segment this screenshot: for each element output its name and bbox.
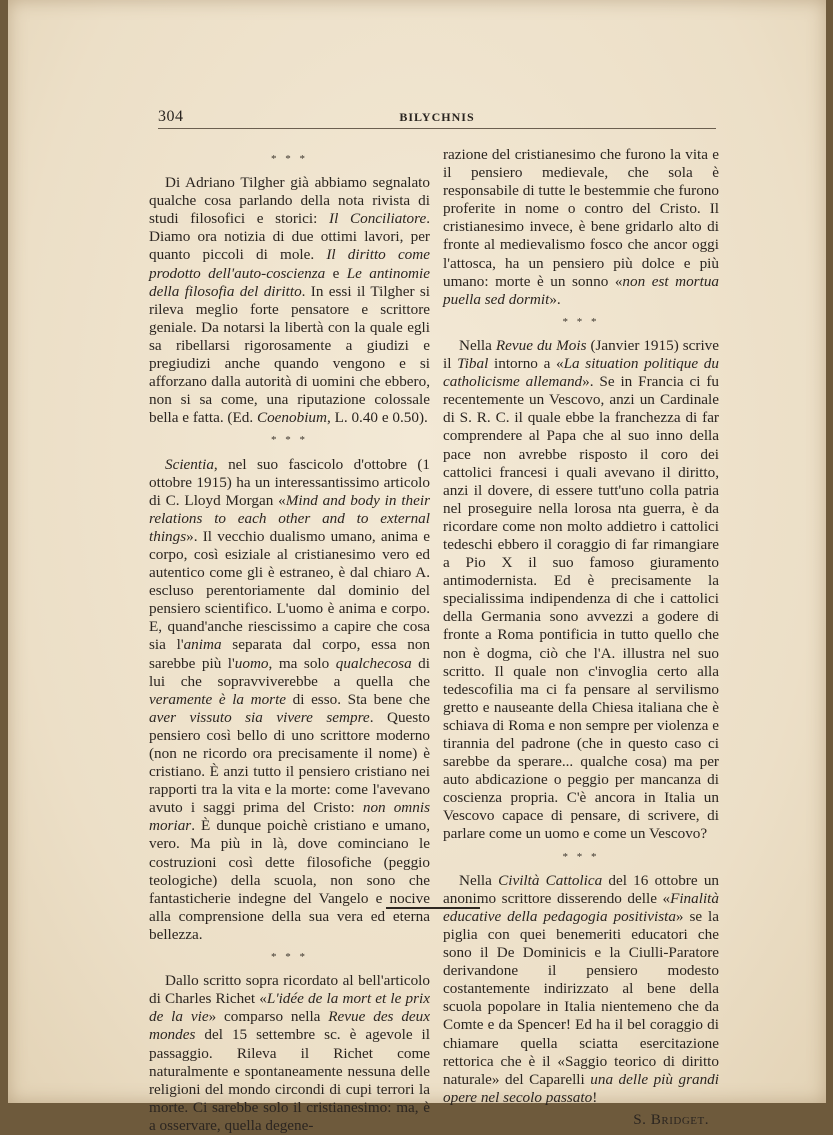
page-number: 304 (158, 108, 184, 125)
section-separator: * * * (271, 951, 308, 964)
page-header (158, 108, 716, 129)
paragraph-tilgher: Di Adriano Tilgher già abbiamo segnalato qualche cosa parlando della nota rivista di studi filosofici e storici: Il Conciliatore. Diamo ora notizia di due ottimi lavori, per quanto piccoli di mole. Il diritto come prodotto dell'auto-coscienza e Le antinomie della filosofia del diritto. In essi il Tilgher si rileva meglio forte pensatore e scrittore geniale. Da notarsi la libertà con la quale egli sa ribellarsi rigorosamente a giudizi e pregiudizi anche quando vengono e si afforzano dalla autorità di uomini che ebbero, non si sa come, una riputazione colossale bella e fatta. (Ed. Coenobium, L. 0.40 e 0.50). (149, 174, 430, 427)
paragraph-revue-du-mois: Nella Revue du Mois (Janvier 1915) scrive il Tibal intorno a «La situation politique du catholicisme allemand». Se in Francia ci fu recentemente un Vescovo, anzi un Cardinale di S. R. C. il quale ebbe la franchezza di far comprendere al Papa che al suo inno della pace non avrebbe risposto il coro dei cattolici francesi i quali avevano il diritto, anzi il dovere, di essere tutt'uno colla patria nel proseguire nella lorosa nta guerra, è da ricordare come non molto addietro i cattolici tedeschi ebbero il coraggio di far rimangiare a Pio X il suo famoso giuramento antimodernista. Ed è precisamente la specialissima indipendenza di che i cattolici della Germania sono avvezzi a godere di fronte a Roma pontificia in tutto quello che non è dogma, ciò che l'A. illustra nel suo scritto. Il quale non c'invoglia certo alla tedescofilia ma ci fa pensare al servilismo gretto e nauseante della Chiesa italiana che è schiava di Roma e non sempre per violenza e tirannia del padrone (che in questo caso ci sarebbe da sperare... qualche cosa) ma per auto abdicazione o peggio per mancanza di coscienza propria. C'è ancora in Italia un Vescovo capace di pensare, di scrivere, di parlare come un uomo e come un Vescovo? (443, 336, 720, 843)
right-column (443, 146, 719, 1129)
section-separator: * * * (562, 315, 600, 328)
paragraph-richet: Dallo scritto sopra ricordato al bell'articolo di Charles Richet «L'idée de la mort et le prix de la vie» comparso nella Revue des deux mondes del 15 settembre sc. è agevole il passaggio. Rileva il Richet come naturalmente e spontaneamente nessuna delle religioni del mondo circondi di cupi terrori la morte. Ci sarebbe solo il cristianesimo: ma, è a osservare, quella degene- (149, 972, 430, 1134)
section-separator: * * * (271, 153, 308, 165)
paragraph-civilta-cattolica: Nella Civiltà Cattolica del 16 ottobre un anonimo scrittore disserendo delle «Finalità educative della pedagogia positivista» se la piglia con quei benemeriti educatori che sono il De Dominicis e la Ciulli-Paratore derivandone il pensiero modesto costantemente indirizzato al bene della scuola popolare in Italia nientemeno che da Comte e da Spencer! Ed ha il bel coraggio di chiamare quella sciatta esercitazione rettorica che è il «Saggio teorico di diritto naturale» del Caparelli una delle più grandi opere nel secolo passato! (443, 871, 720, 1106)
signature: S. Bridget. (633, 1110, 709, 1128)
running-head: BILYCHNIS (399, 110, 475, 124)
paragraph-continuation: razione del cristianesimo che furono la vita e il pensiero medievale, che sola è responsabile di tutte le bestemmie che furono proferite in nome o contro del Cristo. Il cristianesimo invece, è bene gridarlo alto di fronte al medievalismo fosco che ancor oggi l'attosca, ha un pensiero più dolce e più umano: morte è un sonno «non est mortua puella sed dormit». (443, 146, 720, 308)
section-separator: * * * (271, 434, 308, 447)
left-column (149, 146, 430, 1135)
end-rule (386, 907, 480, 909)
paragraph-scientia: Scientia, nel suo fascicolo d'ottobre (1 ottobre 1915) ha un interessantissimo articolo di C. Lloyd Morgan «Mind and body in their relations to each other and to external things». Il vecchio dualismo umano, anima e corpo, così esiziale al cristianesimo vero ed autentico come gli è estraneo, è dal chiaro A. escluso perentoriamente dal dominio del pensiero scientifico. L'uomo è anima e corpo. E, quand'anche riescissimo a capire che cosa sia l'anima separata dal corpo, essa non sarebbe più l'uomo, ma solo qualchecosa di lui che sopravviverebbe a quella che veramente è la morte di esso. Sta bene che aver vissuto sia vivere sempre. Questo pensiero così bello di uno scrittore moderno (non ne ricordo ora precisamente il nome) è cristiano. È anzi tutto il pensiero cristiano nei rapporti tra la vita e la morte: come l'avevano avuto i saggi prima del Cristo: non omnis moriar. È dunque poichè cristiano e umano, vero. Ma più in là, dove cominciano le costruzioni così dette filosofiche (peggio teologiche) della scuola, non sono che fantasticherie indegne del Vangelo e nocive alla comprensione della sua vera ed eterna bellezza. (149, 455, 431, 943)
section-separator: * * * (562, 850, 600, 863)
